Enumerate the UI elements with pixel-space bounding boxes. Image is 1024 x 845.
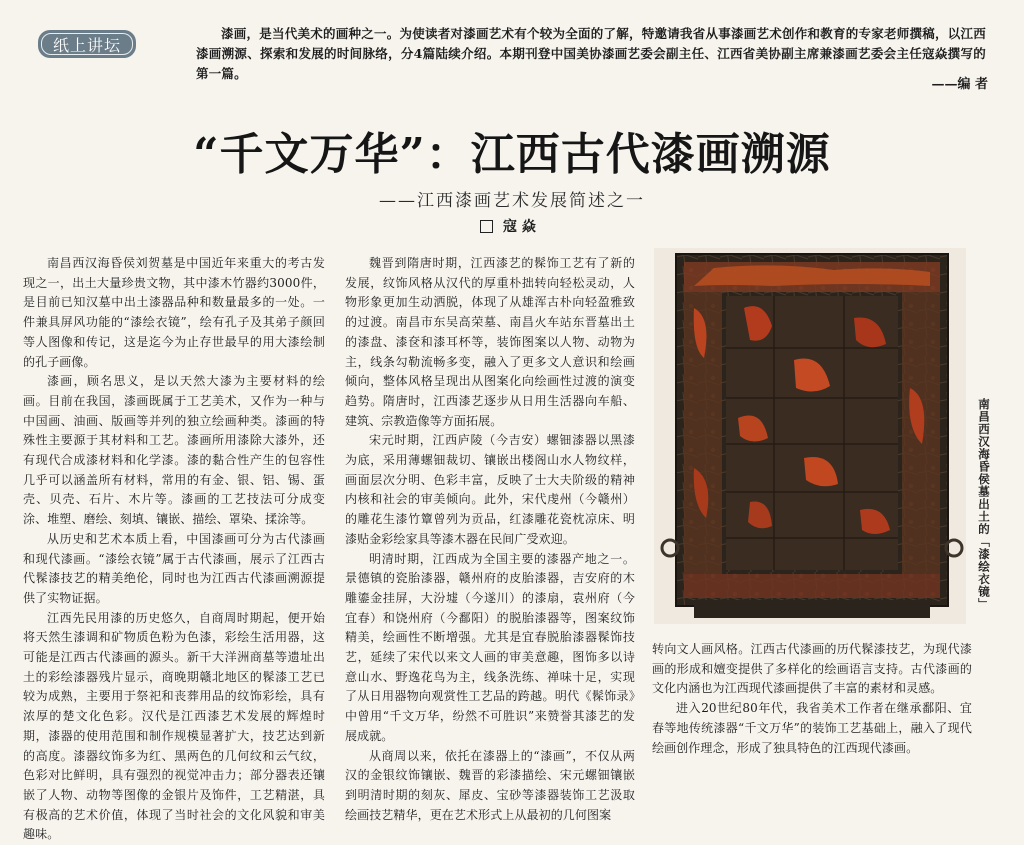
author-line <box>480 216 536 236</box>
section-tag-label: 纸上讲坛 <box>52 35 121 55</box>
lacquer-mirror-image <box>654 248 966 624</box>
photo-caption: 南昌西汉海昏侯墓出土的「漆绘衣镜」 <box>977 398 991 611</box>
paragraph: 魏晋到隋唐时期，江西漆艺的髹饰工艺有了新的发展，纹饰风格从汉代的厚重朴拙转向轻松灵动，人物形象更加生动洒脱，体现了从雄浑古朴向轻盈雅致的过渡。南昌市东吴高荣墓、南昌火车站东晋墓出土的漆盘、漆奁和漆耳杯等，装饰图案以人物、动物为主，线条勾勒流畅多变，融入了更多文人意识和绘画倾向，整体风格呈现出从图案化向绘画性过渡的演变趋势。隋唐时，江西漆艺逐步从日用生活器向车船、建筑、宗教造像等方面拓展。 <box>345 256 635 428</box>
paragraph: 明清时期，江西成为全国主要的漆器产地之一。景德镇的瓷胎漆器，赣州府的皮胎漆器，吉安府的木雕鎏金挂屏，大汾墟（今遂川）的漆扇，袁州府（今宜春）和饶州府（今鄱阳）的脱胎漆器等，图案纹饰精美，绘画性不断增强。尤其是宜春脱胎漆器髹饰技艺，延续了宋代以来文人画的审美意趣，图饰多以诗意山水、野逸花鸟为主，线条洗练、禅味十足，实现了从日用器物向观赏性工艺品的跨越。明代《髹饰录》中曾用“千文万华，纷然不可胜识”来赞誉其漆艺的发展成就。 <box>345 551 635 743</box>
author-name: 寇 焱 <box>503 219 536 235</box>
paragraph: 进入20世纪80年代，我省美术工作者在继承鄱阳、宜春等地传统漆器“千文万华”的装饰工艺基础上，融入了现代绘画创作理念，形成了独具特色的江西现代漆画。 <box>652 701 972 755</box>
paragraph: 南昌西汉海昏侯刘贺墓是中国近年来重大的考古发现之一，出土大量珍贵文物，其中漆木竹器约3000件，是目前已知汉墓中出土漆器品种和数量最多的一处。一件兼具屏风功能的“漆绘衣镜”，绘有孔子及其弟子颜回等人图像和传记，这是迄今为止存世最早的用大漆绘制的孔子画像。 <box>23 256 325 369</box>
editor-intro: 漆画，是当代美术的画种之一。为使读者对漆画艺术有个较为全面的了解，特邀请我省从事漆画艺术创作和教育的专家老师撰稿，以江西漆画溯源、探索和发展的时间脉络，分4篇陆续介绍。本期刊登中国美协漆画艺委会副主任、江西省美协副主席兼漆画艺委会主任寇焱撰写的第一篇。 <box>196 26 986 81</box>
article-title: “千文万华”：江西古代漆画溯源 <box>193 129 831 180</box>
article-subtitle: ——江西漆画艺术发展简述之一 <box>379 191 645 211</box>
body-column-3 <box>652 640 972 758</box>
paragraph: 漆画，顾名思义，是以天然大漆为主要材料的绘画。目前在我国，漆画既属于工艺美术，又作为一种与中国画、油画、版画等并列的独立绘画种类。漆画的特殊性主要源于其材料和工艺。漆画所用漆除大漆外，还有现代合成漆材料和化学漆。漆的黏合性产生的包容性几乎可以涵盖所有材料，常用的有金、银、铝、锡、蛋壳、贝壳、石片、木片等。漆画的工艺技法可分成变涂、堆塑、磨绘、刻填、镶嵌、描绘、罩染、揉涂等。 <box>23 374 325 527</box>
editor-signature: ——编 者 <box>931 77 988 92</box>
section-tag <box>38 30 136 58</box>
paragraph: 宋元时期，江西庐陵（今吉安）螺钿漆器以黑漆为底，采用薄螺钿裁切、镶嵌出楼阁山水人物纹样，画面层次分明、色彩丰富，反映了士大夫阶级的精神内核和社会的审美倾向。此外，宋代虔州（今赣州）的雕花生漆竹簟曾列为贡品，红漆雕花瓷枕凉床、明漆贴金彩绘家具等漆木器在民间广受欢迎。 <box>345 433 635 546</box>
paragraph: 转向文人画风格。江西古代漆画的历代髹漆技艺，为现代漆画的形成和嬗变提供了多样化的绘画语言支持。古代漆画的文化内涵也为江西现代漆画提供了丰富的素材和灵感。 <box>652 642 972 696</box>
author-box-icon <box>480 220 493 233</box>
body-column-1 <box>23 254 325 845</box>
lacquer-mirror-photo <box>654 248 966 624</box>
paragraph: 江西先民用漆的历史悠久，自商周时期起，便开始将天然生漆调和矿物质色粉为色漆，彩绘生活用器，这可能是江西古代漆画的源头。新干大洋洲商墓等遗址出土的彩绘漆器残片显示，商晚期赣北地区的髹漆工艺已较为成熟，主要用于祭祀和丧葬用品的纹饰彩绘，具有浓厚的楚文化色彩。汉代是江西漆艺术发展的辉煌时期，漆器的使用范围和制作规模显著扩大，技艺达到新的高度。漆器纹饰多为红、黑两色的几何纹和云气纹，色彩对比鲜明，具有强烈的视觉冲击力；部分器表还镶嵌了人物、动物等图像的金银片及饰件，工艺精湛，具有极高的艺术价值，体现了当时社会的文化风貌和审美趣味。 <box>23 610 325 842</box>
body-column-2 <box>345 254 635 825</box>
paragraph: 从商周以来，依托在漆器上的“漆画”，不仅从两汉的金银纹饰镶嵌、魏晋的彩漆描绘、宋元螺钿镶嵌到明清时期的刻灰、犀皮、宝砂等漆器装饰工艺汲取绘画技艺精华，更在艺术形式上从最初的几何图案 <box>345 748 635 822</box>
paragraph: 从历史和艺术本质上看，中国漆画可分为古代漆画和现代漆画。“漆绘衣镜”属于古代漆画，展示了江西古代髹漆技艺的精美绝伦，同时也为江西古代漆画溯源提供了实物证据。 <box>23 531 325 605</box>
